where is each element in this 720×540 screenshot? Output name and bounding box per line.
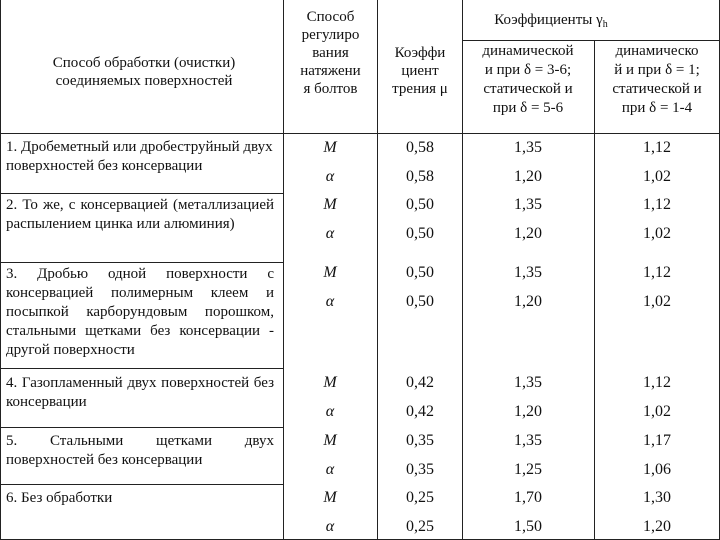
row-2-description: 2. То же, с консервацией (металлизацией распылением цинка или алюминия): [6, 197, 274, 232]
header-friction: [378, 44, 462, 98]
row-2-m-g1: 1,35: [514, 196, 542, 213]
header-method-text: Способ обработки (очистки) соединяемых поверхностей: [52, 55, 236, 89]
row-2-a-g1: 1,20: [514, 225, 542, 242]
row-5-a-g2: 1,06: [643, 461, 671, 478]
row-2-m-g2: 1,12: [643, 196, 671, 213]
row-2-m-method: M: [323, 196, 337, 213]
header-dynamic-2: [594, 42, 720, 118]
header-method: [30, 50, 258, 94]
row-4-m-mu: 0,42: [406, 374, 434, 391]
header-dynamic-2-line: динамическо: [615, 43, 699, 59]
row-3-m-method: M: [323, 264, 337, 281]
row-3-m-mu: 0,50: [406, 264, 434, 281]
row-4-a-method: α: [325, 403, 335, 420]
row-5-m-method: M: [323, 432, 337, 449]
header-tension-line: регулиро: [301, 27, 360, 43]
row-5-m-g2: 1,17: [643, 432, 671, 449]
row-5-description: 5. Стальными щетками двух поверхностей без консервации: [6, 433, 274, 468]
header-friction-line: Коэффи: [394, 45, 446, 61]
row-3-a-g2: 1,02: [643, 293, 671, 310]
row-4-a-g1: 1,20: [514, 403, 542, 420]
row-2-a-method: α: [325, 225, 335, 242]
row-2-a-mu: 0,50: [406, 225, 434, 242]
row-4-a-mu: 0,42: [406, 403, 434, 420]
row-4-m-method: M: [323, 374, 337, 391]
header-dynamic-1: [462, 42, 594, 118]
row-1-m-method: M: [323, 139, 337, 156]
header-dynamic-2-line: статической и: [612, 81, 702, 97]
header-tension-line: я болтов: [303, 81, 358, 97]
row-6-m-method: M: [323, 489, 337, 506]
header-dynamic-2-line: й и при δ = 1;: [614, 62, 700, 78]
header-dynamic-1-line: и при δ = 3-6;: [484, 62, 572, 78]
row-3-a-mu: 0,50: [406, 293, 434, 310]
row-6-m-g2: 1,30: [643, 489, 671, 506]
row-5-a-method: α: [325, 461, 335, 478]
row-1-a-mu: 0,58: [406, 168, 434, 185]
row-2-a-g2: 1,02: [643, 225, 671, 242]
row-1-description: 1. Дробеметный или дробеструйный двух поверхностей без консервации: [6, 139, 273, 174]
header-dynamic-1-line: статической и: [483, 81, 573, 97]
header-dynamic-1-line: динамической: [482, 43, 574, 59]
row-3-m-g1: 1,35: [514, 264, 542, 281]
header-coefficients-title: Коэффициенты $\gamma_h$: [494, 12, 608, 30]
row-5-a-g1: 1,25: [514, 461, 542, 478]
row-6-a-g2: 1,20: [643, 518, 671, 535]
header-tension: [284, 8, 377, 98]
header-friction-line: трения μ: [392, 81, 448, 97]
header-tension-line: натяжени: [300, 63, 361, 79]
row-1-m-g1: 1,35: [514, 139, 542, 156]
row-3-description: 3. Дробью одной поверхности с консервацией полимерным клеем и посыпкой карборундовым порошком, стальными щетками без консервации - другой поверхности: [6, 266, 274, 358]
row-6-m-mu: 0,25: [406, 489, 434, 506]
row-6-m-g1: 1,70: [514, 489, 542, 506]
row-1-m-mu: 0,58: [406, 139, 434, 156]
row-4-a-g2: 1,02: [643, 403, 671, 420]
row-3-m-g2: 1,12: [643, 264, 671, 281]
header-coefficients-subscript: h: [602, 19, 608, 30]
row-5-m-mu: 0,35: [406, 432, 434, 449]
row-5-m-g1: 1,35: [514, 432, 542, 449]
row-4-m-g1: 1,35: [514, 374, 542, 391]
row-6-a-method: α: [325, 518, 335, 535]
row-4-description: 4. Газопламенный двух поверхностей без консервации: [6, 375, 274, 410]
header-friction-line: циент: [401, 63, 439, 79]
row-1-a-method: α: [325, 168, 335, 185]
row-1-m-g2: 1,12: [643, 139, 671, 156]
row-6-a-mu: 0,25: [406, 518, 434, 535]
header-dynamic-2-line: при δ = 1-4: [621, 100, 693, 116]
row-1-a-g1: 1,20: [514, 168, 542, 185]
row-5-a-mu: 0,35: [406, 461, 434, 478]
row-3-a-method: α: [325, 293, 335, 310]
row-3-a-g1: 1,20: [514, 293, 542, 310]
header-tension-line: вания: [312, 45, 349, 61]
header-tension-line: Способ: [306, 9, 355, 25]
row-1-a-g2: 1,02: [643, 168, 671, 185]
row-4-m-g2: 1,12: [643, 374, 671, 391]
row-2-m-mu: 0,50: [406, 196, 434, 213]
row-6-a-g1: 1,50: [514, 518, 542, 535]
header-dynamic-1-line: при δ = 5-6: [492, 100, 564, 116]
row-6-description: 6. Без обработки: [6, 490, 113, 506]
